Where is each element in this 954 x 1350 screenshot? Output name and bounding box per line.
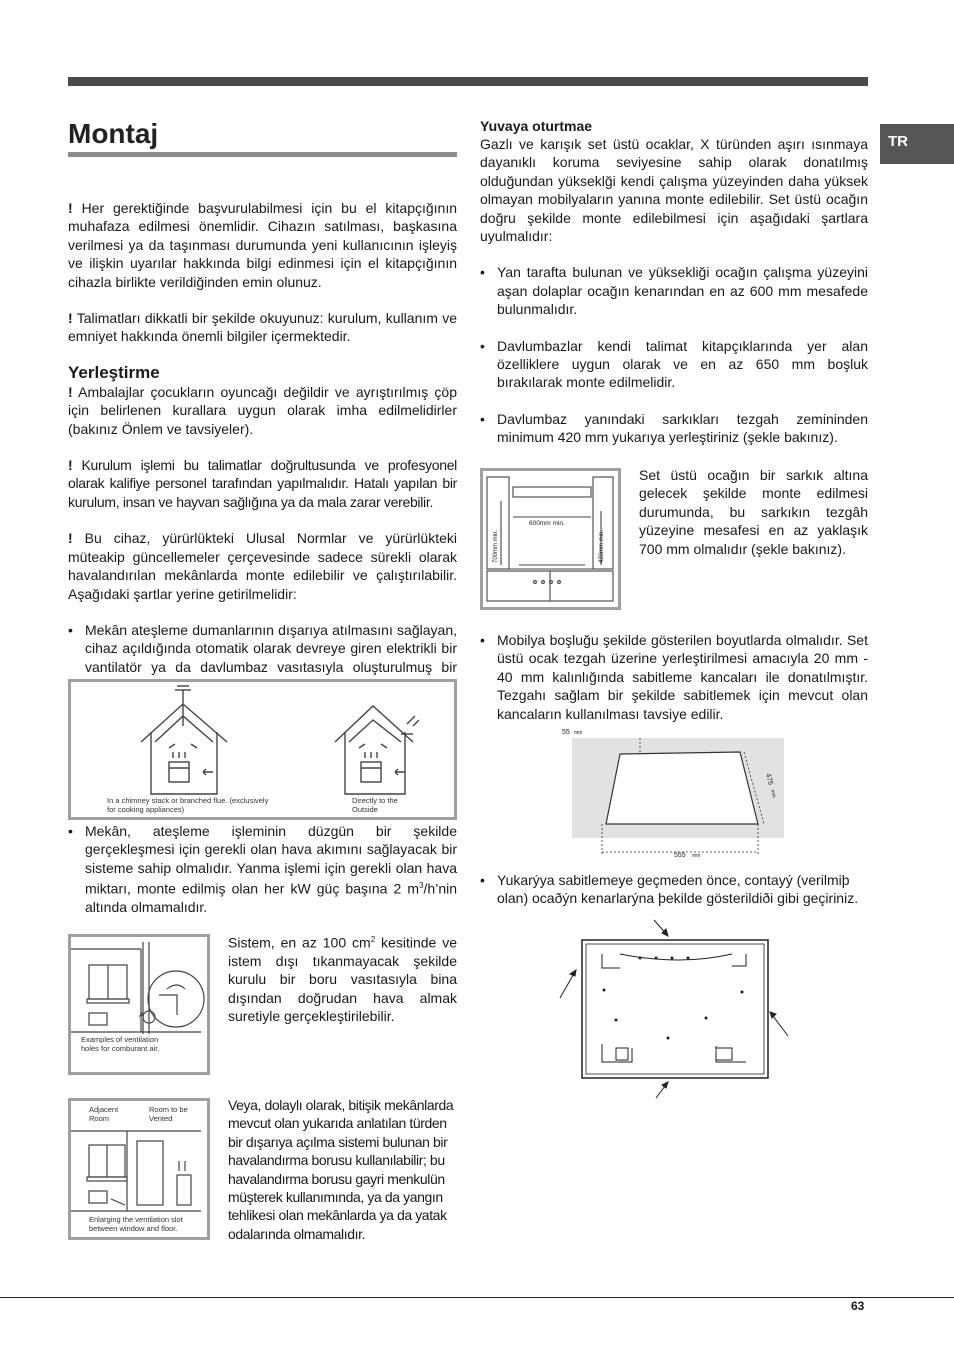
list-item: • Davlumbaz yanındaki sarkıkları tezgah zemininden minimum 420 mm yukarıya yerleştiriniz (şekle bakınız). xyxy=(480,410,868,447)
warning-paragraph-3 xyxy=(68,529,457,603)
figure-adjacent-room xyxy=(68,1098,210,1240)
list-item xyxy=(68,822,457,917)
top-rule xyxy=(68,77,868,86)
dim-475-value: 475 xyxy=(764,772,774,786)
intro-paragraph-2 xyxy=(68,309,457,346)
hood-diagram xyxy=(483,471,618,607)
sistem-text-a: Sistem, en az 100 cm xyxy=(228,934,371,951)
list-item-text-b: /h’nin altında olmamalıdır. xyxy=(85,880,457,916)
figure-caption-ventilation: Examples of ventilation holes for comburant air. xyxy=(81,1035,160,1053)
subsection-title: Yuvaya oturtmae xyxy=(480,118,593,134)
dim-55-unit: mm xyxy=(574,730,583,736)
figure-cutout-dimensions xyxy=(560,724,786,860)
page-number: 63 xyxy=(851,1299,865,1313)
list-item-text-a: Mekân, ateşleme işleminin düzgün bir şekilde gerçekleşmesi için gerekli olan hava akımını sağlayacak bir sisteme sahip olmalıdır. Yanma işlemi için gerekli olan hava miktarı, monte edilmiş olan her kW güç başına 2 m xyxy=(85,823,457,897)
warning-mark-icon: ! xyxy=(68,530,73,547)
paragraph-intro: Gazlı ve karışık set üstü ocaklar, X türünden aşırı ısınmaya dayanıklı koruma seviyesine sahip olarak donatılmış olduğundan yükseklği kendi çalışma yüzeyinden daha yüksek olmayan mobilyaların yanına monte edilebilir. Set üstü ocağın doğru şekilde monte edilebilmesi için aşağıdaki şartlara uyulmalıdır: xyxy=(480,136,868,245)
superscript: 2 xyxy=(370,935,376,944)
bullet-list-2 xyxy=(68,822,457,917)
warning-text-2: Kurulum işlemi bu talimatlar doğrultusunda ve profesyonel olarak kalifiye personel tarafından yapılmalıdır. Hatalı yapılan bir kurulum, insan ve hayvan sağlığına ya da mala zarar verebilir. xyxy=(68,457,457,510)
warning-mark-icon: ! xyxy=(68,200,73,216)
language-badge: TR xyxy=(880,124,954,164)
page-title: Montaj xyxy=(68,118,457,157)
warning-mark-icon: ! xyxy=(68,457,73,474)
left-column xyxy=(68,118,457,695)
list-item: • Yan tarafta bulunan ve yüksekliği ocağın çalışma yüzeyini aşan dolaplar ocağın kenarından en az 600 mm mesafede bulunmalıdır. xyxy=(480,263,868,318)
figure-caption-outside: Directly to the Outside xyxy=(352,796,398,814)
dim-475-unit: mm xyxy=(769,789,777,799)
dim-555-value: 555 xyxy=(674,852,686,859)
hob-underside-diagram xyxy=(556,918,792,1100)
footer-rule xyxy=(0,1297,954,1298)
list-item: • Mekân ateşleme dumanlarının dışarıya atılmasını sağlayan, cihaz açıldığında otomatik olarak devreye giren elektrikli bir vantilatör ya da davlumbaz vasıtasıyla oluşturulmuş bir xyxy=(68,621,457,695)
warning-text-1: Ambalajlar çocukların oyuncağı değildir ve ayrıştırılmış çöp için belirlenen kurallara uygun olarak imha edilmelidirler (bakınız Önlem ve tavsiyeler). xyxy=(68,383,457,437)
list-item: • Davlumbazlar kendi talimat kitapçıklarında yer alan özelliklere uygun olarak ve en az 650 mm boşluk bırakılarak monte edilmelidir. xyxy=(480,337,868,392)
list-item: • Mobilya boşluğu şekilde gösterilen boyutlarda olmalıdır. Set üstü ocak tezgah üzerine yerleştirilmesi amacıyla 20 mm - 40 mm kalınlığında sabitleme kancaları ile donatılmıştır. Tezgahı sağlam bir şekilde sabitlemek için mevcut olan kancaların kullanılması tavsiye edilir. xyxy=(480,631,868,723)
label-a: A xyxy=(139,1012,144,1019)
warning-paragraph-1 xyxy=(68,383,457,438)
figure-hood-clearance xyxy=(480,468,621,610)
bullet-list-right xyxy=(480,263,868,446)
label-700mm: 700mm min. xyxy=(493,529,499,563)
figure-caption-chimney: In a chimney stack or branched flue. (exclusively for cooking appliances) xyxy=(107,796,269,814)
figure-flue-outlets xyxy=(68,679,457,820)
list-item: • Yukarýya sabitlemeye geçmeden önce, contayý (verilmiþ olan) ocaðýn kenarlarýna þekilde gösterildiði gibi geçiriniz. xyxy=(480,871,868,908)
dim-555-unit: mm xyxy=(692,853,701,859)
warning-paragraph-2 xyxy=(68,456,457,511)
superscript: 3 xyxy=(419,881,424,891)
paragraph-sistem xyxy=(228,931,457,1026)
dim-55-value: 55 xyxy=(562,729,570,736)
bullet-list-right-2 xyxy=(480,631,868,723)
figure-ventilation-holes xyxy=(68,934,210,1075)
figure-caption-enlarging: Enlarging the ventilation slot between window and floor. xyxy=(89,1215,183,1233)
label-420mm: 420mm min. xyxy=(599,529,605,563)
bullet-list-right-3 xyxy=(480,871,868,908)
warning-mark-icon: ! xyxy=(68,310,73,327)
label-600mm: 600mm min. xyxy=(529,520,565,527)
warning-text-3: Bu cihaz, yürürlükteki Ulusal Normlar ve yürürlükteki müteakip güncellemeler çerçevesinde sadece sürekli olarak havalandırılan mekânlarda monte edilebilir ve çalıştırılabilir. Aşağıdaki şartlar yerine getirilmelidir: xyxy=(68,530,457,602)
warning-mark-icon: ! xyxy=(68,383,73,400)
paragraph-sarkik: Set üstü ocağın bir sarkık altına gelecek şekilde monte edilmesi durumunda, bu sarkıkın tezgâh yüzeyine mesafesi en az yaklaşık 700 mm olmalıdır (şekle bakınız). xyxy=(639,467,868,557)
cutout-diagram xyxy=(560,724,786,860)
paragraph-veya: Veya, dolaylı olarak, bitişik mekânlarda mevcut olan yukarıda anlatılan türden bir dışarıya açılma sistemi bulunan bir havalandırma borusu kullanılabilir; bu havalandırma borusu gayri menkulün müşterek kullanımında, ya da yangın tehlikesi olan mekânlarda ya da yatak odalarında olmamalıdır. xyxy=(228,1097,454,1242)
intro-paragraph-1 xyxy=(68,199,457,291)
figure-hob-seal xyxy=(556,918,792,1100)
section-title-yerlestirme: Yerleştirme xyxy=(68,362,160,382)
intro-text-1: Her gerektiğinde başvurulabilmesi için bu el kitapçığının muhafaza edilmesi önemlidir. Cihazın satılması, başkasına verilmesi ya da taşınması durumunda yeni kullanıcının işleyiş ve ilişkin uyarılar hakkında bilgi edinmesi için el kitapçığının cihazla birlikte verildiğinden emin olunuz. xyxy=(68,200,458,290)
label-room-to-be-vented: Room to be Vented xyxy=(149,1105,188,1123)
intro-text-2: Talimatları dikkatli bir şekilde okuyunuz: kurulum, kullanım ve emniyet hakkında önemli bilgiler içermektedir. xyxy=(68,310,458,345)
right-column xyxy=(480,118,868,447)
sistem-text-b: kesitinde ve istem dışı tıkanmayacak şekilde kurulu bir boru vasıtasıyla bina dışından doğrudan hava almak suretiyle gerçekleştirilebilir. xyxy=(228,934,457,1025)
label-adjacent-room: Adjacent Room xyxy=(89,1105,119,1123)
